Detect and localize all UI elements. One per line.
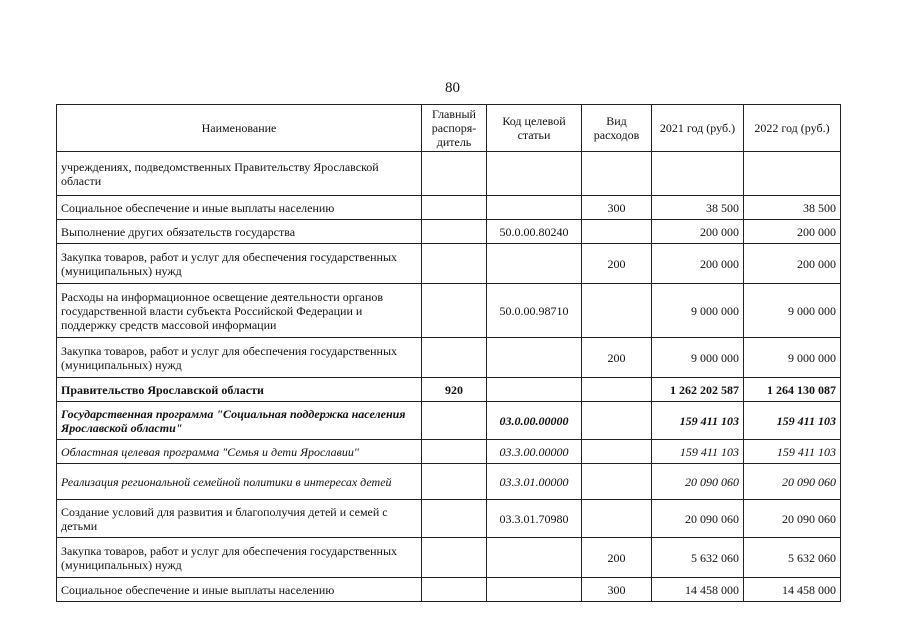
row-2022: 9 000 000 (744, 338, 841, 378)
row-main-manager (422, 152, 487, 196)
row-target-code: 03.3.01.70980 (487, 500, 582, 538)
row-target-code: 03.3.00.00000 (487, 440, 582, 464)
row-target-code (487, 378, 582, 402)
row-expense-type (582, 500, 652, 538)
row-main-manager (422, 500, 487, 538)
row-target-code (487, 538, 582, 578)
header-2022: 2022 год (руб.) (744, 105, 841, 152)
table-row (57, 152, 841, 196)
table-row (57, 464, 841, 500)
row-expense-type (582, 378, 652, 402)
row-target-code (487, 578, 582, 602)
budget-table (56, 104, 841, 602)
header-main-manager: Главный распоря-дитель (422, 105, 487, 152)
row-2022: 38 500 (744, 196, 841, 220)
row-expense-type: 200 (582, 244, 652, 284)
table-row (57, 244, 841, 284)
row-2022: 9 000 000 (744, 284, 841, 338)
table-row (57, 284, 841, 338)
row-name: Реализация региональной семейной политики в интересах детей (57, 464, 422, 500)
row-2022: 200 000 (744, 220, 841, 244)
table-row (57, 500, 841, 538)
row-main-manager (422, 578, 487, 602)
row-2022: 20 090 060 (744, 500, 841, 538)
row-name: Закупка товаров, работ и услуг для обеспечения государственных (муниципальных) нужд (57, 538, 422, 578)
row-target-code (487, 338, 582, 378)
row-main-manager: 920 (422, 378, 487, 402)
row-name: учреждениях, подведомственных Правительству Ярославской области (57, 152, 422, 196)
row-main-manager (422, 196, 487, 220)
table-row (57, 538, 841, 578)
row-expense-type (582, 152, 652, 196)
row-2022 (744, 152, 841, 196)
row-target-code: 03.3.01.00000 (487, 464, 582, 500)
row-2022: 14 458 000 (744, 578, 841, 602)
row-main-manager (422, 464, 487, 500)
header-target-code: Код целевой статьи (487, 105, 582, 152)
row-main-manager (422, 338, 487, 378)
row-2021: 159 411 103 (652, 440, 744, 464)
row-main-manager (422, 244, 487, 284)
row-main-manager (422, 284, 487, 338)
row-expense-type (582, 220, 652, 244)
row-name: Социальное обеспечение и иные выплаты населению (57, 578, 422, 602)
row-main-manager (422, 220, 487, 244)
row-main-manager (422, 440, 487, 464)
row-target-code (487, 244, 582, 284)
row-target-code: 03.0.00.00000 (487, 402, 582, 440)
row-2021: 20 090 060 (652, 464, 744, 500)
table-row (57, 578, 841, 602)
header-name: Наименование (57, 105, 422, 152)
table-row (57, 440, 841, 464)
row-2021: 20 090 060 (652, 500, 744, 538)
row-2021: 5 632 060 (652, 538, 744, 578)
row-name: Расходы на информационное освещение деятельности органов государственной власти субъекта Российской Федерации и поддержку средств массовой информации (57, 284, 422, 338)
row-name: Социальное обеспечение и иные выплаты населению (57, 196, 422, 220)
header-expense-type: Вид расходов (582, 105, 652, 152)
row-expense-type: 300 (582, 578, 652, 602)
row-expense-type: 300 (582, 196, 652, 220)
header-row (57, 105, 841, 152)
row-2021: 14 458 000 (652, 578, 744, 602)
header-2021: 2021 год (руб.) (652, 105, 744, 152)
row-name: Создание условий для развития и благополучия детей и семей с детьми (57, 500, 422, 538)
row-expense-type: 200 (582, 338, 652, 378)
row-2022: 20 090 060 (744, 464, 841, 500)
row-name: Закупка товаров, работ и услуг для обеспечения государственных (муниципальных) нужд (57, 338, 422, 378)
row-2021 (652, 152, 744, 196)
page-number: 80 (445, 80, 460, 96)
row-name: Областная целевая программа "Семья и дети Ярославии" (57, 440, 422, 464)
row-2021: 9 000 000 (652, 284, 744, 338)
row-2022: 5 632 060 (744, 538, 841, 578)
row-2021: 1 262 202 587 (652, 378, 744, 402)
row-expense-type (582, 440, 652, 464)
row-2022: 159 411 103 (744, 402, 841, 440)
table-row (57, 338, 841, 378)
row-name: Правительство Ярославской области (57, 378, 422, 402)
row-name: Закупка товаров, работ и услуг для обеспечения государственных (муниципальных) нужд (57, 244, 422, 284)
table-row (57, 196, 841, 220)
row-name: Государственная программа "Социальная поддержка населения Ярославской области" (57, 402, 422, 440)
row-2021: 38 500 (652, 196, 744, 220)
row-2021: 9 000 000 (652, 338, 744, 378)
row-target-code: 50.0.00.80240 (487, 220, 582, 244)
row-2022: 159 411 103 (744, 440, 841, 464)
row-target-code (487, 196, 582, 220)
row-expense-type (582, 402, 652, 440)
table-row (57, 378, 841, 402)
row-2021: 200 000 (652, 220, 744, 244)
row-2021: 200 000 (652, 244, 744, 284)
row-expense-type (582, 284, 652, 338)
row-2021: 159 411 103 (652, 402, 744, 440)
row-main-manager (422, 538, 487, 578)
row-expense-type (582, 464, 652, 500)
table-row (57, 220, 841, 244)
row-expense-type: 200 (582, 538, 652, 578)
row-name: Выполнение других обязательств государства (57, 220, 422, 244)
row-target-code: 50.0.00.98710 (487, 284, 582, 338)
row-target-code (487, 152, 582, 196)
row-2022: 200 000 (744, 244, 841, 284)
row-main-manager (422, 402, 487, 440)
table-row (57, 402, 841, 440)
row-2022: 1 264 130 087 (744, 378, 841, 402)
